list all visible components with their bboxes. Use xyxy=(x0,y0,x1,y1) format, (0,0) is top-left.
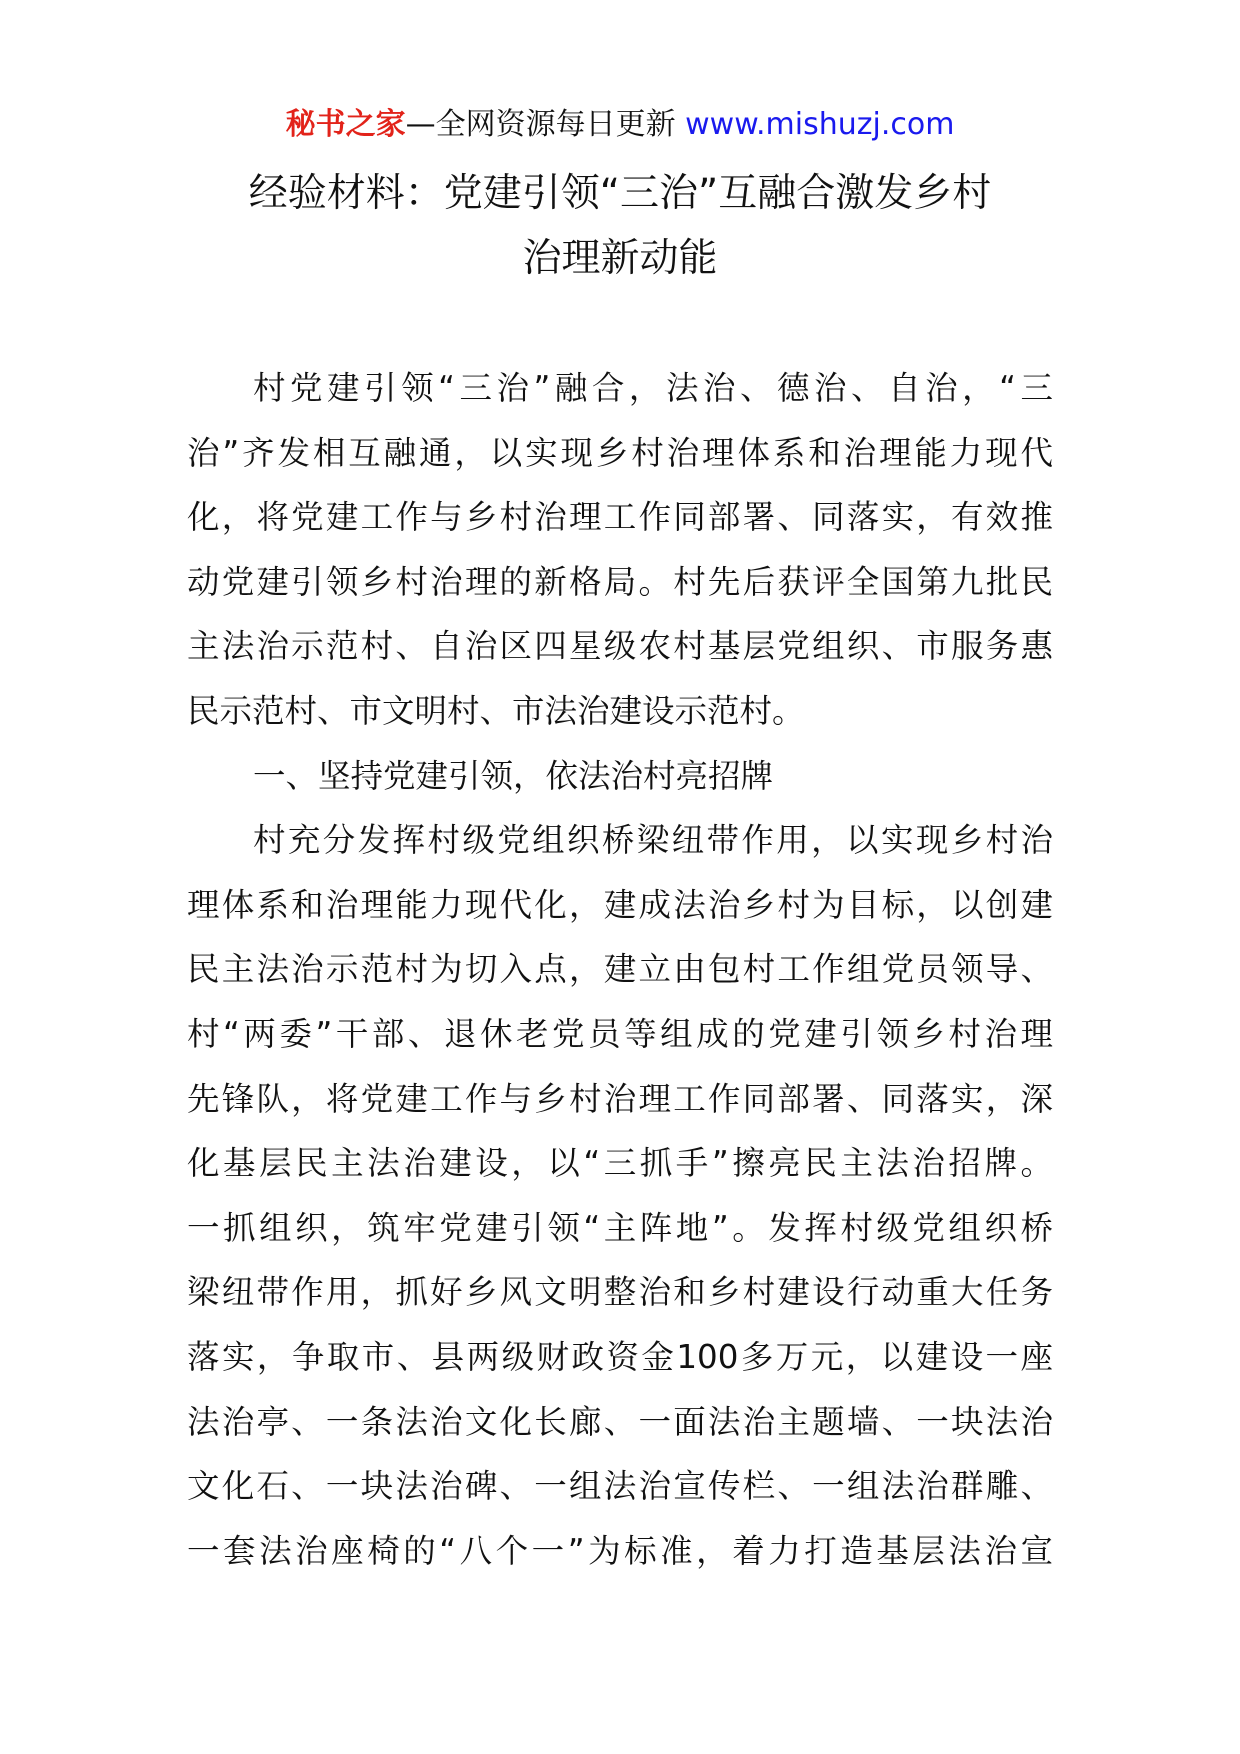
body-line: 一抓组织，筑牢党建引领“主阵地”。发挥村级党组织桥 xyxy=(187,1208,1053,1247)
body-line: 村充分发挥村级党组织桥梁纽带作用，以实现乡村治 xyxy=(253,821,1053,860)
body-line: 主法治示范村、自治区四星级农村基层党组织、市服务惠 xyxy=(187,627,1053,666)
body-line: 村党建引领“三治”融合，法治、德治、自治，“三 xyxy=(253,369,1053,407)
document-body xyxy=(187,356,1053,1583)
body-line: 梁纽带作用，抓好乡风文明整治和乡村建设行动重大任务 xyxy=(187,1273,1053,1312)
body-line: 治”齐发相互融通，以实现乡村治理体系和治理能力现代 xyxy=(187,433,1053,472)
document-title xyxy=(150,162,1090,291)
body-line: 民主法治示范村为切入点，建立由包村工作组党员领导、 xyxy=(187,950,1053,989)
site-url-link[interactable]: www.mishuzj.com xyxy=(685,107,955,142)
body-line: 动党建引领乡村治理的新格局。村先后获评全国第九批民 xyxy=(187,562,1053,601)
section-heading: 一、坚持党建引领，依法治村亮招牌 xyxy=(253,756,774,795)
body-line: 化基层民主法治建设，以“三抓手”擦亮民主法治招牌。 xyxy=(187,1144,1053,1183)
body-line: 落实，争取市、县两级财政资金100多万元，以建设一座 xyxy=(187,1337,1053,1376)
site-banner xyxy=(0,104,1240,146)
title-line: 经验材料：党建引领“三治”互融合激发乡村 xyxy=(248,171,992,216)
body-line: 化，将党建工作与乡村治理工作同部署、同落实，有效推 xyxy=(187,498,1053,537)
body-line: 民示范村、市文明村、市法治建设示范村。 xyxy=(187,691,805,730)
body-line: 理体系和治理能力现代化，建成法治乡村为目标，以创建 xyxy=(187,885,1053,924)
brand-name: 秘书之家 xyxy=(285,107,406,142)
title-line: 治理新动能 xyxy=(522,235,718,281)
body-line: 一套法治座椅的“八个一”为标准，着力打造基层法治宣 xyxy=(187,1531,1053,1570)
body-line: 法治亭、一条法治文化长廊、一面法治主题墙、一块法治 xyxy=(187,1402,1053,1441)
body-line: 村“两委”干部、退休老党员等组成的党建引领乡村治理 xyxy=(187,1014,1053,1053)
body-line: 文化石、一块法治碑、一组法治宣传栏、一组法治群雕、 xyxy=(187,1467,1053,1506)
body-line: 先锋队，将党建工作与乡村治理工作同部署、同落实，深 xyxy=(187,1079,1053,1118)
banner-slogan: —全网资源每日更新 xyxy=(405,107,676,142)
